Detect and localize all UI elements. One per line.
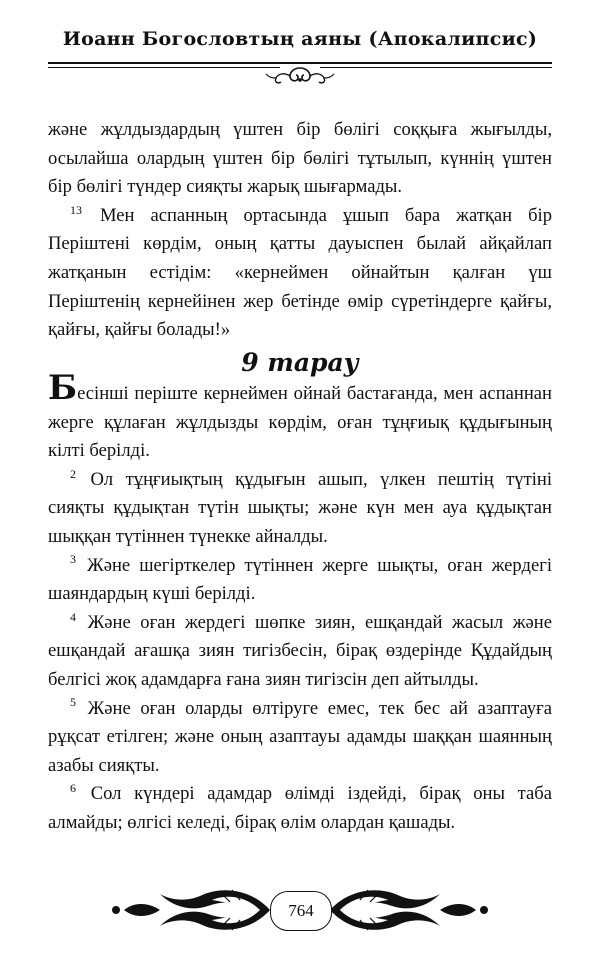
verse-text: Және оған оларды өлтіруге емес, тек бес ай азаптауға рұқсат етілген; және оның азаптауы адамды шаққан шаянның азабы сияқты. [48, 697, 552, 776]
verse-text: Ол тұңғиықтың құдығын ашып, үлкен пештің түтіні сияқты құдықтан түтін шықты; және күн мен ауа құдықтан шыққан түтіннен түнекке айналды. [48, 468, 552, 547]
verse-number: 6 [70, 781, 76, 796]
verse-text: Мен аспанның ортасында ұшып бара жатқан бір Періштені көрдім, оның қатты дауыспен былай айқайлап жатқанын естідім: «кернеймен ойнайтын қалған үш Періштенің кернейінен жер бетінде өмір сүретіндерге қайғы, қайғы, қайғы болады!» [48, 204, 552, 341]
verse-2 [48, 466, 552, 552]
verse-1 [48, 368, 552, 466]
verse-13 [48, 202, 552, 345]
verse-number: 5 [70, 695, 76, 710]
running-title: Иоанн Богословтың аяны (Апокалипсис) [62, 28, 538, 50]
header-ornament-icon [250, 64, 350, 90]
page-number: 764 [270, 891, 332, 931]
verse-6 [48, 780, 552, 837]
verse-number: 3 [70, 552, 76, 567]
paragraph-continuation: және жұлдыздардың үштен бір бөлігі соққыға жығылды, осылайша олардың үштен бір бөлігі тұтылып, күннің үштен бір бөлігі түндер сияқты жарық шығармады. [48, 119, 552, 198]
verse-text: Сол күндері адамдар өлімді іздейді, бірақ оны таба алмайды; өлгісі келеді, бірақ өлім олардан қашады. [48, 783, 552, 833]
drop-cap: Б [48, 368, 78, 408]
chapter-text [48, 368, 552, 838]
chapter-title: 9 тарау [241, 348, 359, 377]
verse-5 [48, 695, 552, 781]
verse-4 [48, 609, 552, 695]
verse-text: Және оған жердегі шөпке зиян, ешқандай жасыл және ешқандай ағашқа зиян тигізбесін, бірақ өздерінде Құдайдың белгісі жоқ адамдарға ғана зиян тигізсін деп айтылды. [48, 611, 552, 690]
verse-number: 2 [70, 466, 76, 481]
verse-text: Және шегірткелер түтіннен жерге шықты, оған жердегі шаяндардың күші берілді. [48, 554, 552, 605]
verse-number: 4 [70, 609, 76, 624]
verse-3 [48, 552, 552, 609]
section-before-chapter [48, 116, 552, 345]
verse-number: 13 [70, 202, 82, 217]
verse-text: есінші періште кернеймен ойнай бастағанда, мен аспаннан жерге құлаған жұлдызды көрдім, оған тұңғиық құдығының кілті берілді. [48, 383, 552, 462]
